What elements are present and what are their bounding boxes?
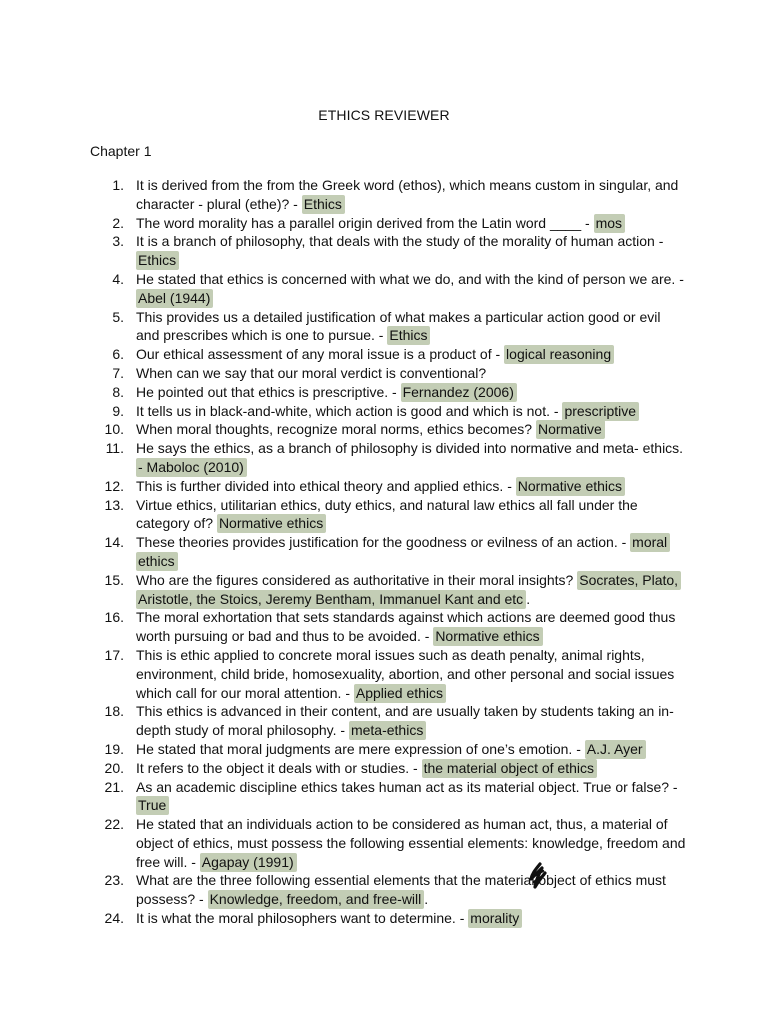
- highlighted-answer: prescriptive: [562, 402, 639, 421]
- question-item: [112, 402, 686, 421]
- highlighted-answer: Normative ethics: [217, 514, 326, 533]
- question-text: The moral exhortation that sets standards against which actions are deemed good thus worth pursuing or bad and thus to be avoided. -: [136, 609, 676, 645]
- question-text: It refers to the object it deals with or studies. -: [136, 759, 422, 776]
- question-text: He stated that moral judgments are mere expression of one’s emotion. -: [136, 740, 585, 757]
- question-number: 4.: [112, 270, 124, 287]
- highlighted-answer: A.J. Ayer: [585, 740, 646, 759]
- question-number: 22.: [104, 816, 124, 833]
- highlighted-answer: True: [136, 796, 169, 815]
- question-item: [104, 533, 686, 571]
- question-item: [104, 871, 686, 909]
- question-item: [112, 176, 686, 214]
- question-text: Our ethical assessment of any moral issue is a product of -: [136, 346, 505, 363]
- question-item: [112, 270, 686, 308]
- highlighted-answer: Ethics: [136, 251, 179, 270]
- question-item: [104, 496, 686, 534]
- question-item: [112, 308, 686, 346]
- question-text: It is what the moral philosophers want to determine. -: [136, 910, 469, 927]
- question-number: 19.: [104, 740, 124, 757]
- question-number: 5.: [112, 308, 124, 325]
- highlighted-answer: Normative ethics: [516, 477, 625, 496]
- highlighted-answer: Normative: [536, 420, 605, 439]
- question-text: This is further divided into ethical theory and applied ethics. -: [136, 477, 516, 494]
- question-number: 23.: [104, 872, 124, 889]
- question-text: It tells us in black-and-white, which action is good and which is not. -: [136, 402, 563, 419]
- question-text: As an academic discipline ethics takes human act as its material object. True or false? -: [136, 778, 678, 795]
- highlighted-answer: logical reasoning: [504, 345, 614, 364]
- question-number: 10.: [104, 421, 124, 438]
- highlighted-answer: mos: [594, 214, 625, 233]
- question-text: This ethics is advanced in their content, and are usually taken by students taking an in-depth study of moral philosophy. -: [136, 703, 674, 739]
- question-number: 13.: [104, 496, 124, 513]
- answer-trailing-text: .: [424, 891, 429, 908]
- question-item: [112, 364, 686, 383]
- highlighted-answer: Ethics: [387, 326, 430, 345]
- question-number: 17.: [104, 646, 124, 663]
- question-text: Who are the figures considered as authoritative in their moral insights?: [136, 571, 578, 588]
- question-text: He stated that ethics is concerned with what we do, and with the kind of person we are. -: [136, 270, 684, 287]
- question-text: He says the ethics, as a branch of philosophy is divided into normative and meta- ethics.: [136, 440, 684, 457]
- question-text: When can we say that our moral verdict is conventional?: [136, 364, 487, 381]
- question-item: [104, 759, 686, 778]
- question-number: 1.: [112, 177, 124, 193]
- question-text: He stated that an individuals action to be considered as human act, thus, a material of object of ethics, must possess the following essential elements: knowledge, freedom and free will. -: [136, 816, 686, 870]
- question-number: 24.: [104, 910, 124, 927]
- highlighted-answer: morality: [468, 909, 522, 928]
- question-number: 21.: [104, 778, 124, 795]
- question-item: [104, 702, 686, 740]
- question-number: 16.: [104, 609, 124, 626]
- question-list: [104, 176, 686, 928]
- answer-trailing-text: .: [526, 590, 531, 607]
- highlighted-answer: Ethics: [302, 195, 345, 214]
- question-item: [104, 778, 686, 816]
- question-text: He pointed out that ethics is prescriptive. -: [136, 383, 401, 400]
- question-item: [104, 815, 686, 871]
- highlighted-answer: Abel (1944): [136, 289, 213, 308]
- question-item: [112, 232, 686, 270]
- question-number: 2.: [112, 214, 124, 231]
- question-item: [104, 909, 686, 928]
- question-text: This is ethic applied to concrete moral issues such as death penalty, animal rights, environment, child bride, homosexuality, abortion, and other personal and social issues which call for our moral attention. -: [136, 646, 675, 701]
- question-item: [104, 740, 686, 759]
- question-item: [104, 477, 686, 496]
- highlighted-answer: Agapay (1991): [200, 853, 297, 872]
- question-number: 7.: [112, 364, 124, 381]
- question-item: [104, 571, 686, 609]
- question-item: [104, 420, 686, 439]
- question-number: 12.: [104, 477, 124, 494]
- question-text: Virtue ethics, utilitarian ethics, duty ethics, and natural law ethics all fall under the category of?: [136, 496, 638, 532]
- question-number: 15.: [104, 571, 124, 588]
- highlighted-answer: Fernandez (2006): [401, 383, 517, 402]
- question-number: 14.: [104, 534, 124, 551]
- highlighted-answer: moral ethics: [136, 533, 670, 571]
- question-number: 20.: [104, 759, 124, 776]
- question-text: It is derived from the from the Greek word (ethos), which means custom in singular, and character - plural (ethe)? -: [136, 177, 679, 212]
- question-text: What are the three following essential elements that the material object of ethics must possess? -: [136, 872, 666, 908]
- question-number: 6.: [112, 346, 124, 363]
- highlighted-answer: Normative ethics: [433, 627, 542, 646]
- highlighted-answer: - Maboloc (2010): [136, 458, 247, 477]
- page-title: ETHICS REVIEWER: [318, 107, 450, 123]
- highlighted-answer: Socrates, Plato, Aristotle, the Stoics, Jeremy Bentham, Immanuel Kant and etc: [136, 571, 681, 609]
- question-number: 8.: [112, 383, 124, 400]
- chapter-heading: Chapter 1: [90, 143, 152, 159]
- question-item: [112, 383, 686, 402]
- highlighted-answer: the material object of ethics: [422, 759, 597, 778]
- question-item: [104, 646, 686, 702]
- question-text: When moral thoughts, recognize moral norms, ethics becomes?: [136, 421, 536, 438]
- question-number: 9.: [112, 402, 124, 419]
- question-item: [112, 214, 686, 233]
- ink-scribble-mark: [526, 862, 550, 890]
- question-item: [105, 439, 686, 477]
- question-number: 3.: [112, 233, 124, 250]
- question-number: 18.: [104, 703, 124, 720]
- question-text: The word morality has a parallel origin derived from the Latin word ____ -: [136, 214, 594, 231]
- question-text: This provides us a detailed justification of what makes a particular action good or evil and prescribes which is one to pursue. -: [136, 308, 661, 344]
- question-text: These theories provides justification for the goodness or evilness of an action. -: [136, 534, 631, 551]
- highlighted-answer: Knowledge, freedom, and free-will: [208, 890, 425, 909]
- question-text: It is a branch of philosophy, that deals with the study of the morality of human action -: [136, 233, 664, 250]
- question-item: [104, 608, 686, 646]
- highlighted-answer: Applied ethics: [354, 684, 446, 703]
- question-item: [112, 345, 686, 364]
- question-number: 11.: [105, 440, 124, 457]
- highlighted-answer: meta-ethics: [349, 721, 426, 740]
